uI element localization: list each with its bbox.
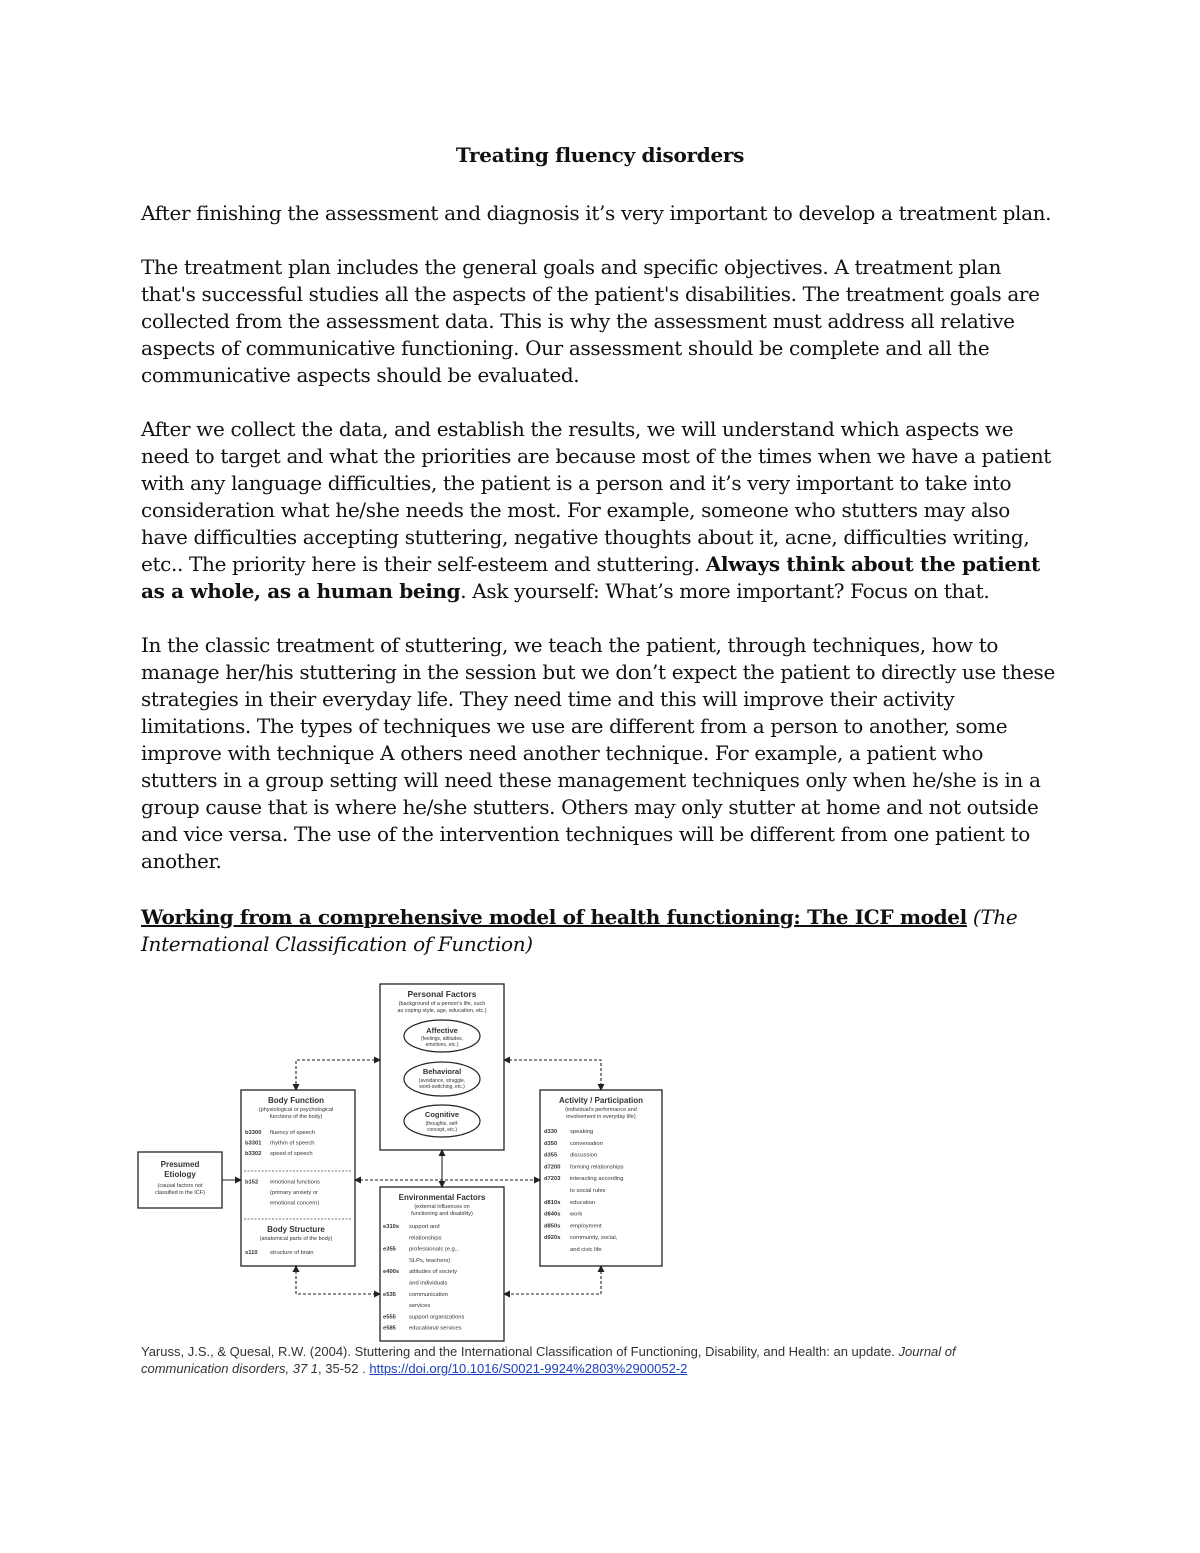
activity-participation-title: Activity / Participation [558, 1096, 644, 1105]
item-label: attitudes of society [409, 1269, 458, 1276]
item-label: discussion [570, 1152, 598, 1159]
item-code: d355 [544, 1152, 558, 1159]
affective-line-2: emotions, etc.) [425, 1042, 459, 1048]
item-code: b3302 [245, 1151, 262, 1157]
document-title: Treating fluency disorders [455, 143, 745, 167]
item-label: interacting according [570, 1176, 624, 1183]
citation-journal: Journal of communication disorders [141, 1344, 956, 1376]
affective-oval [404, 1020, 480, 1052]
item-code: e555 [383, 1314, 396, 1321]
item-label: emotional concern) [270, 1200, 320, 1207]
item-label: professionals (e.g., [409, 1246, 458, 1253]
cognitive-line-2: concept, etc.) [426, 1127, 458, 1133]
item-label: relationships [409, 1235, 442, 1242]
item-code: b3300 [245, 1130, 262, 1136]
citation-doi-link[interactable]: https://doi.org/10.1016/S0021-9924%2803%2900052-2 [369, 1361, 688, 1376]
behavioral-oval [404, 1062, 480, 1096]
item-code: d7203 [544, 1176, 561, 1183]
paragraph-priorities-text-2: . Ask yourself: What’s more important? Focus on that. [460, 579, 990, 603]
item-code: d350 [544, 1140, 558, 1147]
body-function-title: Body Function [268, 1096, 324, 1105]
section-heading-icf [141, 904, 1061, 958]
personal-factors-subtitle-2: as coping style, age, education, etc.) [397, 1008, 487, 1014]
presumed-etiology-subtitle-1: (causal factors not [157, 1183, 203, 1189]
affective-line-1: (feelings, attitudes, [421, 1036, 463, 1042]
item-code: d330 [544, 1129, 558, 1135]
item-label: rhythm of speech [270, 1140, 315, 1147]
item-label: speaking [570, 1129, 594, 1135]
item-label: forming relationships [570, 1164, 624, 1171]
item-code: e585 [383, 1325, 396, 1332]
activity-participation-box [540, 1090, 662, 1266]
item-code: e535 [383, 1291, 396, 1298]
presumed-etiology-title-2: Etiology [164, 1170, 196, 1179]
item-label: and civic life [570, 1247, 602, 1253]
cognitive-title: Cognitive [424, 1110, 460, 1119]
item-label: communication [409, 1291, 448, 1298]
item-code: e355 [383, 1246, 396, 1253]
item-code: e400s [383, 1269, 400, 1276]
item-label: (primary anxiety or [270, 1190, 318, 1196]
personal-factors-subtitle-1: (background of a person's life, such [398, 1001, 486, 1007]
item-label: structure of brain [270, 1250, 314, 1256]
item-label: employment [570, 1223, 602, 1230]
item-label: services [409, 1303, 431, 1310]
item-code: b3301 [245, 1140, 262, 1147]
body-structure-items [245, 1250, 314, 1256]
item-label: education [570, 1199, 596, 1206]
citation-text: Yaruss, J.S., & Quesal, R.W. (2004). Stuttering and the International Classification of Functioning, Disability, and Health: an update. [141, 1344, 899, 1359]
item-label: SLPs, teachers) [409, 1257, 451, 1264]
body-function-subtitle-2: functions of the body) [269, 1114, 323, 1120]
cognitive-oval [404, 1105, 480, 1137]
citation [141, 1343, 1041, 1377]
item-code: d850s [544, 1223, 561, 1230]
citation-volume: , 37 1 [285, 1361, 319, 1376]
behavioral-title: Behavioral [422, 1067, 462, 1076]
citation-pages: , 35-52 . [318, 1361, 370, 1376]
environmental-factors-subtitle-2: functioning and disability) [411, 1211, 473, 1217]
section-heading-italic: (The International Classification of Function) [141, 905, 1018, 956]
item-label: educational services [409, 1325, 462, 1332]
icf-model-diagram [136, 976, 666, 1342]
item-label: support organizations [409, 1314, 465, 1321]
item-code: s110 [245, 1250, 258, 1256]
behavioral-line-2: word-switching, etc.) [419, 1084, 465, 1090]
item-label: support and [409, 1224, 440, 1230]
affective-title: Affective [426, 1026, 458, 1035]
paragraph-intro: After finishing the assessment and diagnosis it’s very important to develop a treatment plan. [141, 201, 1052, 225]
item-label: work [570, 1211, 583, 1218]
item-code: d7200 [544, 1164, 561, 1171]
presumed-etiology-subtitle-2: classified in the ICF) [155, 1190, 205, 1196]
item-label: and individuals [409, 1280, 448, 1287]
paragraph-treatment-plan: The treatment plan includes the general goals and specific objectives. A treatment plan that's successful studies all the aspects of the patient's disabilities. The treatment goals are collected from the assessment data. This is why the assessment must address all relative aspects of communicative functioning. Our assessment should be complete and all the communicative aspects should be evaluated. [141, 255, 1040, 387]
item-code: d920s [544, 1235, 561, 1242]
body-function-subtitle-1: (physiological or psychological [258, 1107, 334, 1113]
paragraph-priorities [141, 416, 1061, 605]
item-label: to social rules [570, 1188, 606, 1194]
presumed-etiology-title-1: Presumed [160, 1160, 200, 1169]
paragraph-priorities-bold: Always think about the patient as a whole, as a human being [141, 552, 1040, 603]
item-label: emotional functions [270, 1179, 320, 1186]
item-label: speed of speech [270, 1151, 313, 1157]
personal-factors-title: Personal Factors [407, 989, 477, 999]
body-function-box [241, 1090, 355, 1266]
personal-factors-box [380, 984, 504, 1150]
item-code: d840s [544, 1211, 561, 1218]
environmental-factors-box [380, 1187, 504, 1341]
item-label: community, social, [570, 1235, 618, 1242]
item-label: conversation [570, 1140, 603, 1147]
section-heading-bold: Working from a comprehensive model of health functioning: The ICF model [141, 905, 967, 929]
environmental-factors-subtitle-1: (external influences on [414, 1204, 470, 1210]
item-code: e310s [383, 1224, 400, 1230]
activity-participation-subtitle-1: (individual's performance and [565, 1107, 637, 1113]
body-structure-subtitle: (anatomical parts of the body) [259, 1236, 333, 1242]
paragraph-priorities-text-1: After we collect the data, and establish the results, we will understand which aspects we need to target and what the priorities are because most of the times when we have a patient with any language difficulties, the patient is a person and it’s very important to take into consideration what he/she needs the most. For example, someone who stutters may also have difficulties accepting stuttering, negative thoughts about it, acne, difficulties writing, etc.. The priority here is their self-esteem and stuttering. [141, 417, 1051, 576]
behavioral-line-1: (avoidance, struggle, [418, 1078, 466, 1084]
body-structure-title: Body Structure [267, 1225, 325, 1234]
item-label: fluency of speech [270, 1130, 316, 1136]
environmental-factors-title: Environmental Factors [398, 1193, 486, 1202]
activity-participation-subtitle-2: involvement in everyday life) [566, 1114, 636, 1120]
item-code: b152 [245, 1179, 259, 1186]
paragraph-classic-treatment: In the classic treatment of stuttering, we teach the patient, through techniques, how to manage her/his stuttering in the session but we don’t expect the patient to directly use these strategies in their everyday life. They need time and this will improve their activity limitations. The types of techniques we use are different from a person to another, some improve with technique A others need another technique. For example, a patient who stutters in a group setting will need these management techniques only when he/she is in a group cause that is where he/she stutters. Others may only stutter at home and not outside and vice versa. The use of the intervention techniques will be different from one patient to another. [141, 633, 1055, 873]
item-code: d810s [544, 1199, 561, 1206]
cognitive-line-1: (thoughts, self- [425, 1121, 459, 1127]
presumed-etiology-box [138, 1152, 222, 1208]
